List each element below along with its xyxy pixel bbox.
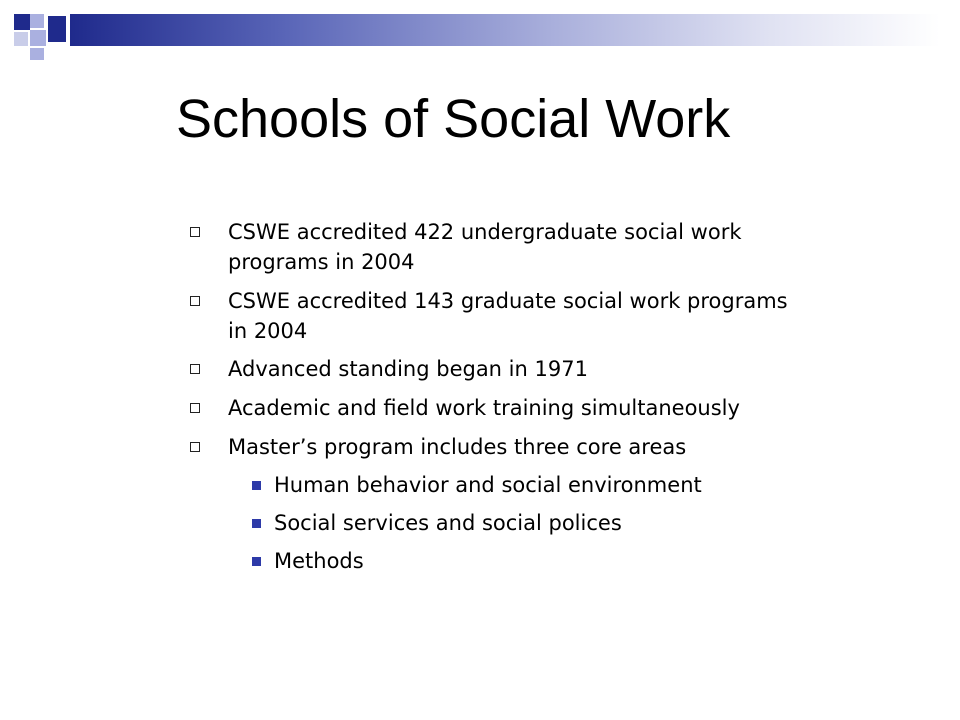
corner-square-light-2 bbox=[30, 30, 46, 46]
bullet-text: Master’s program includes three core areas bbox=[228, 435, 687, 459]
sub-bullet-square-icon bbox=[252, 557, 261, 566]
sub-bullet-square-icon bbox=[252, 519, 261, 528]
sub-bullet-text: Social services and social polices bbox=[274, 511, 622, 535]
sub-bullet-text: Methods bbox=[274, 549, 364, 573]
corner-square-light bbox=[30, 14, 44, 28]
sub-bullet-square-icon bbox=[252, 481, 261, 490]
bullet-box-icon bbox=[190, 442, 200, 452]
bullet-box-icon bbox=[190, 364, 200, 374]
corner-square-navy-2 bbox=[48, 16, 66, 42]
bullet-text: Academic and field work training simultaneously bbox=[228, 396, 740, 420]
corner-square-light-3 bbox=[30, 48, 44, 60]
bullet-box-icon bbox=[190, 227, 200, 237]
bullet-text-continuation: programs in 2004 bbox=[228, 250, 415, 274]
header-gradient-bar bbox=[70, 14, 940, 46]
sub-bullet-text: Human behavior and social environment bbox=[274, 473, 702, 497]
bullet-box-icon bbox=[190, 296, 200, 306]
bullet-text: CSWE accredited 422 undergraduate social work bbox=[228, 220, 742, 244]
bullet-box-icon bbox=[190, 403, 200, 413]
corner-square-pale bbox=[14, 32, 28, 46]
bullet-text: Advanced standing began in 1971 bbox=[228, 357, 588, 381]
bullet-text-continuation: in 2004 bbox=[228, 319, 308, 343]
corner-square-navy bbox=[14, 14, 30, 30]
bullet-text: CSWE accredited 143 graduate social work programs bbox=[228, 289, 788, 313]
slide-title: Schools of Social Work bbox=[176, 89, 731, 149]
